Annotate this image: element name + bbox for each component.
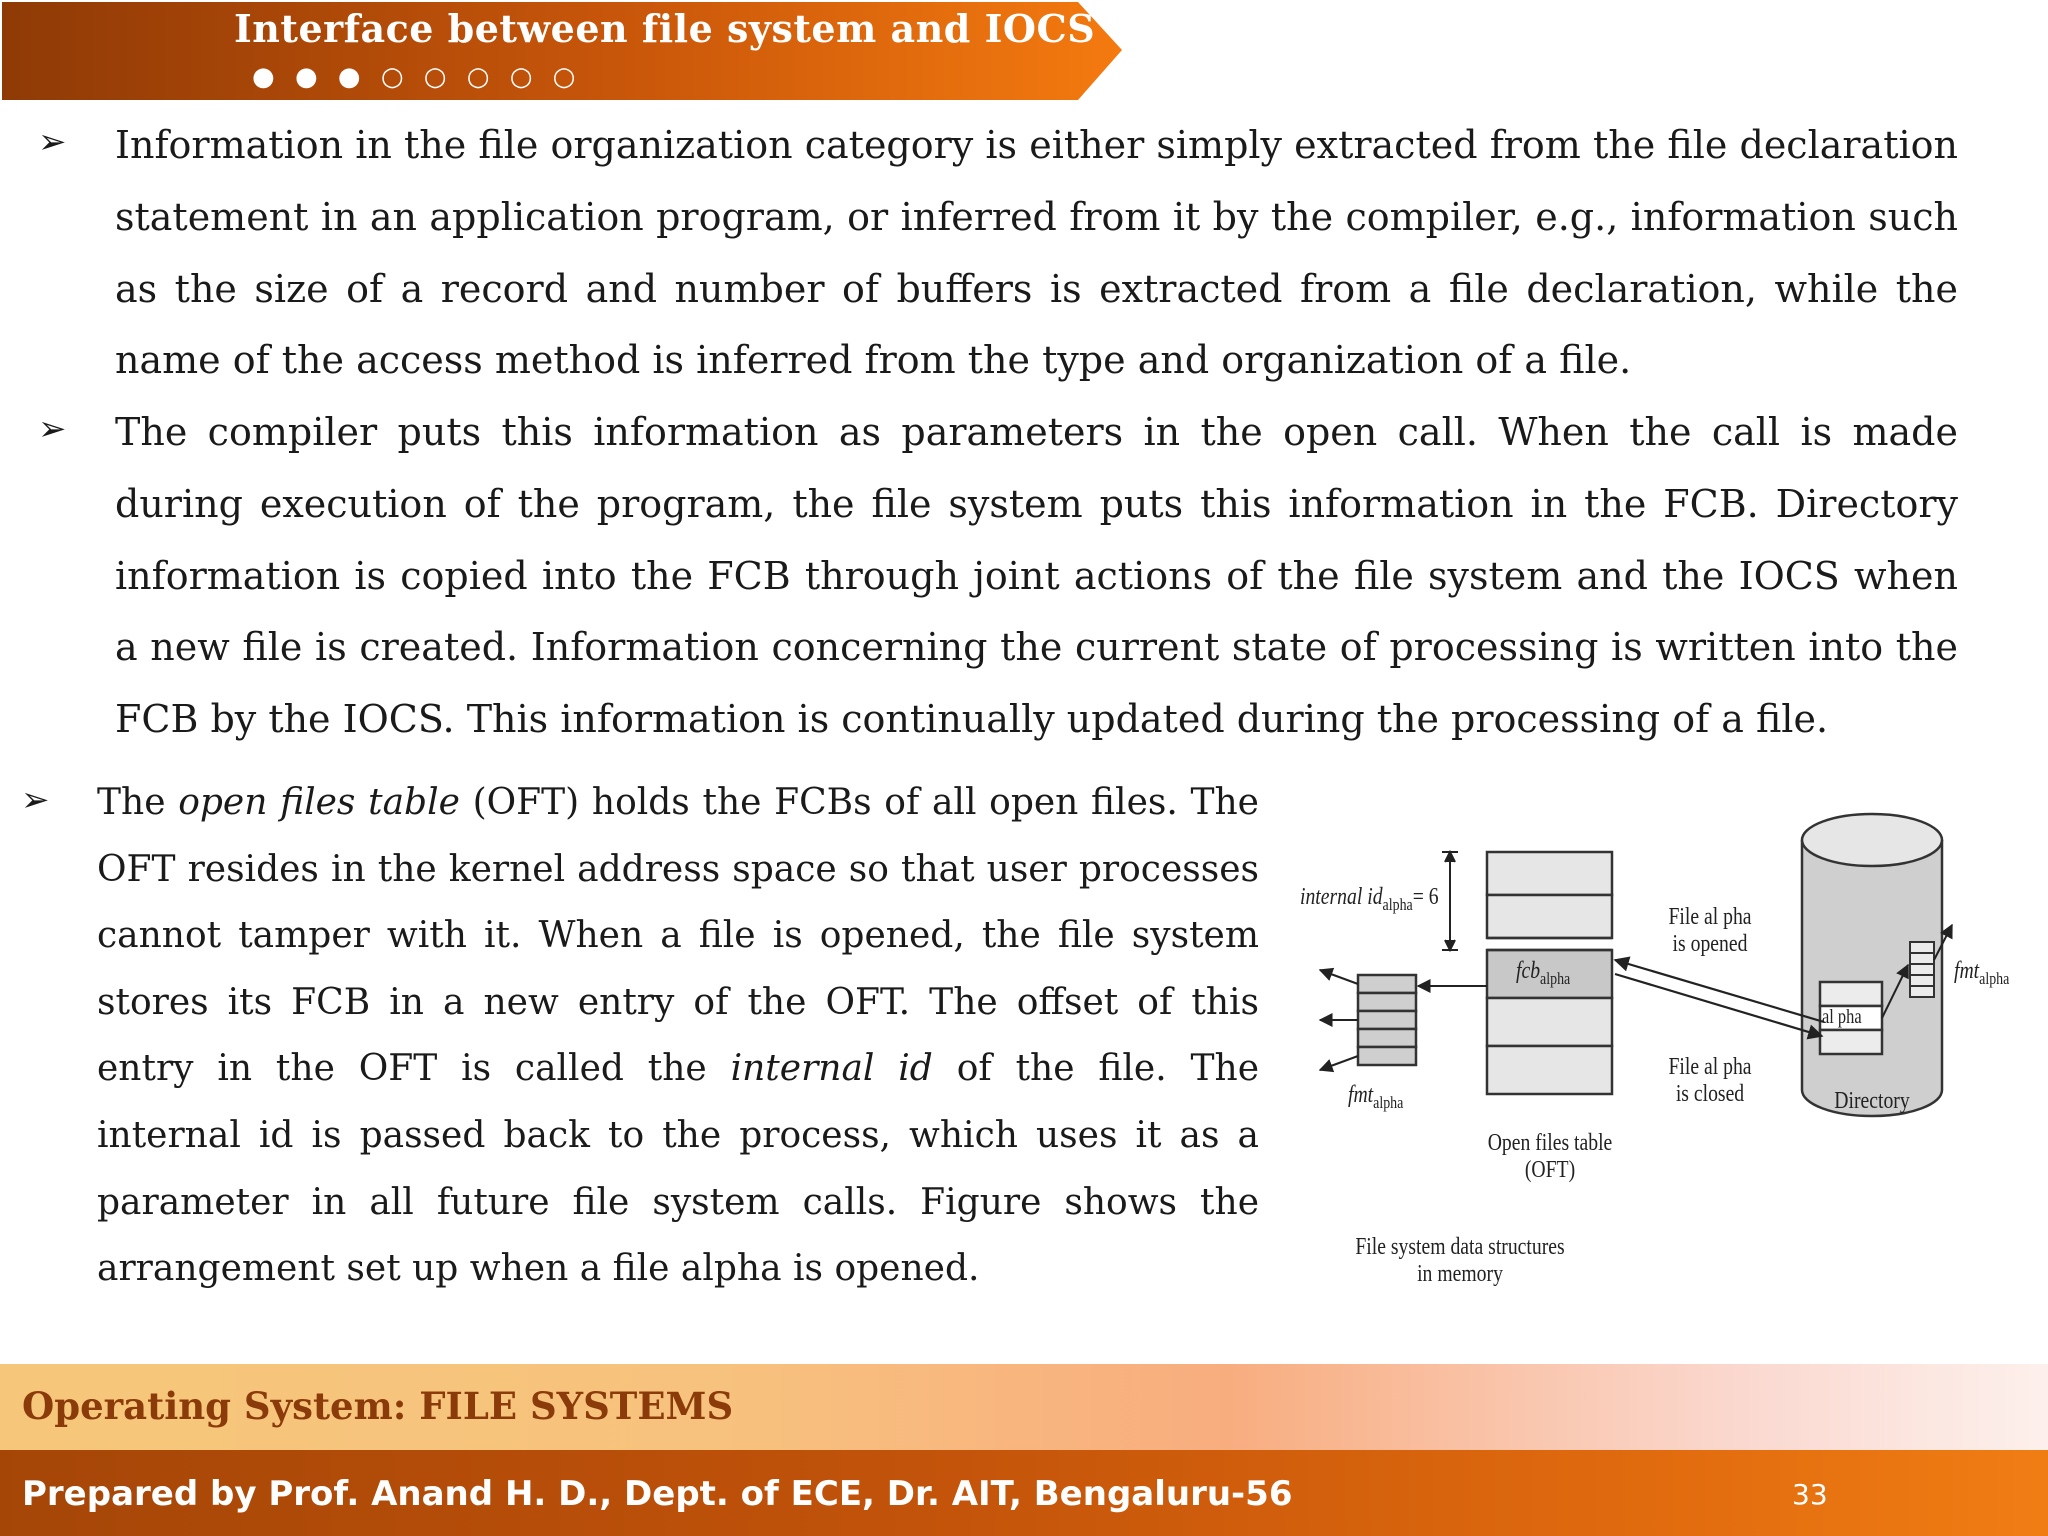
- directory-cylinder: [1802, 814, 1942, 1116]
- text-run: The: [97, 782, 179, 823]
- bullet-paragraph-1: [38, 110, 1958, 397]
- paragraph-text: [97, 782, 1259, 1289]
- paragraph-text: Information in the file organization category is either simply extracted from the file declaration statement in an application program, or inferred from it by the compiler, e.g., information such as the size of a record and number of buffers is extracted from a file declaration, while the name of the access method is inferred from the type and organization of a file.: [115, 123, 1958, 383]
- page-number: 33: [1792, 1478, 1828, 1511]
- arrow-bullet-icon: ➢: [38, 122, 67, 162]
- italic-term: internal id: [730, 1048, 933, 1090]
- progress-dots: ● ● ● ○ ○ ○ ○ ○: [252, 62, 582, 92]
- file-opened-label: File al pha is opened: [1668, 904, 1752, 957]
- paragraph-text: The compiler puts this information as parameters in the open call. When the call is made during execution of the program, the file system puts this information in the FCB. Directory information is copied into the FCB through joint actions of the file system and the IOCS when a new file is created. Information concerning the current state of processing is written into the FCB by the IOCS. This information is continually updated during the processing of a file.: [115, 410, 1958, 742]
- directory-entry-label: al pha: [1822, 1006, 1862, 1028]
- arrow-bullet-icon: ➢: [38, 409, 67, 449]
- footer-subject: Operating System: FILE SYSTEMS: [22, 1384, 734, 1428]
- text-run: (OFT) holds the FCBs of all open files. The OFT resides in the kernel address space so that user processes cannot tamper with it. When a file is opened, the file system stores its FCB in a new entry of the OFT. The offset of this entry in the OFT is called the: [97, 782, 1259, 1090]
- title-banner: [2, 2, 1122, 100]
- arrow-bullet-icon: ➢: [21, 780, 50, 820]
- fmt-alpha-left-label: fmt$_{alpha}$: [1348, 1082, 1404, 1112]
- slide-title: Interface between file system and IOCS: [234, 6, 1096, 51]
- bullet-paragraph-3: [21, 770, 1260, 1303]
- bullet-paragraph-2: [38, 397, 1958, 756]
- figure-caption: File system data structures in memory: [1355, 1234, 1565, 1287]
- fmt-alpha-right-label: fmt$_{alpha}$: [1954, 958, 2010, 988]
- internal-id-label: internal $id_{alpha}= 6$: [1300, 884, 1439, 914]
- fmt-block-left: [1358, 975, 1416, 1065]
- file-closed-label: File al pha is closed: [1668, 1054, 1752, 1107]
- offset-dimension: [1442, 852, 1458, 950]
- text-run: of the file. The internal id is passed back to the process, which uses it as a parameter in all future file system calls. Figure shows the arrangement set up when a file alpha is opened.: [97, 1048, 1260, 1290]
- file-system-diagram: [1290, 800, 2030, 1310]
- oft-caption: Open files table (OFT): [1487, 1130, 1613, 1183]
- italic-term: open files table: [178, 782, 460, 823]
- directory-label: Directory: [1834, 1088, 1910, 1114]
- footer-credit: Prepared by Prof. Anand H. D., Dept. of ECE, Dr. AIT, Bengaluru-56: [22, 1474, 1293, 1514]
- fcb-alpha-label: fcb$_{alpha}$: [1516, 958, 1571, 988]
